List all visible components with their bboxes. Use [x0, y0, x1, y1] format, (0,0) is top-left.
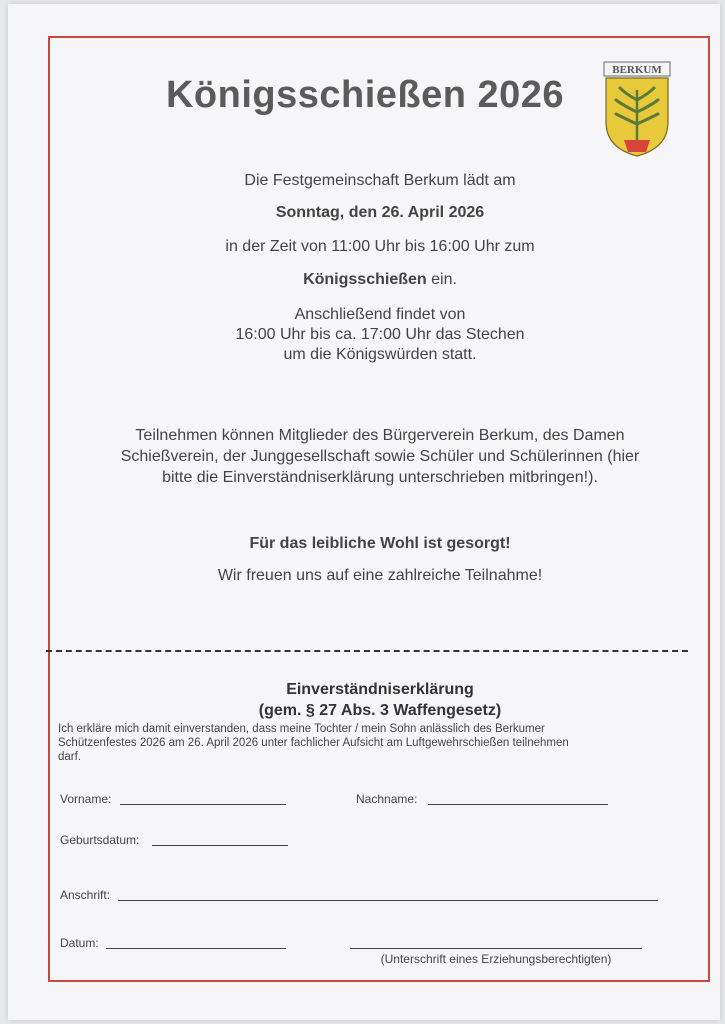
participants-block	[60, 425, 700, 488]
event-line	[60, 271, 700, 289]
followup-block	[60, 305, 700, 365]
last-name-field[interactable]	[428, 804, 608, 805]
intro-line: Die Festgemeinschaft Berkum lädt am	[244, 172, 516, 189]
crest-text: BERKUM	[612, 64, 662, 76]
date-label: Datum:	[60, 936, 99, 950]
first-name-field[interactable]	[120, 804, 286, 805]
date-field[interactable]	[106, 948, 286, 949]
signature-caption: (Unterschrift eines Erziehungsberechtigten)	[380, 952, 612, 966]
last-name-label: Nachname:	[356, 792, 418, 806]
flyer-title: Königsschießen 2026	[165, 74, 565, 116]
participants-line: Schießverein, der Junggesellschaft sowie Schüler und Schülerinnen (hier	[120, 448, 640, 465]
cut-line-divider	[46, 650, 688, 652]
participants-line: Teilnehmen können Mitglieder des Bürgerverein Berkum, des Damen	[135, 427, 625, 444]
followup-line: 16:00 Uhr bis ca. 17:00 Uhr das Stechen	[235, 326, 525, 343]
signature-field[interactable]	[350, 948, 642, 949]
followup-line: Anschließend findet von	[294, 306, 466, 323]
followup-line: um die Königswürden statt.	[283, 346, 477, 363]
address-label: Anschrift:	[60, 888, 111, 902]
participants-line: bitte die Einverständniserklärung unterschrieben mitbringen!).	[162, 469, 598, 486]
berkum-crest-icon	[602, 60, 672, 158]
consent-text-line: darf.	[58, 751, 82, 763]
consent-title: Einverständniserklärung	[286, 681, 474, 698]
closing-line: Wir freuen uns auf eine zahlreiche Teilnahme!	[217, 567, 543, 584]
date-line: Sonntag, den 26. April 2026	[275, 204, 485, 221]
address-field[interactable]	[118, 900, 658, 901]
consent-subtitle: (gem. § 27 Abs. 3 Waffengesetz)	[258, 702, 502, 719]
first-name-label: Vorname:	[60, 792, 112, 806]
birth-date-field[interactable]	[152, 845, 288, 846]
birth-date-label: Geburtsdatum:	[60, 833, 140, 847]
event-name: Königsschießen	[303, 271, 427, 288]
food-line: Für das leibliche Wohl ist gesorgt!	[249, 535, 511, 552]
consent-text	[58, 722, 670, 764]
consent-text-line: Schützenfestes 2026 am 26. April 2026 unter fachlicher Aufsicht am Luftgewehrschießen teilnehmen	[58, 737, 569, 749]
consent-text-line: Ich erkläre mich damit einverstanden, dass meine Tochter / mein Sohn anlässlich des Berkumer	[58, 723, 545, 735]
time-line: in der Zeit von 11:00 Uhr bis 16:00 Uhr zum	[225, 238, 535, 255]
event-suffix: ein.	[431, 271, 457, 288]
